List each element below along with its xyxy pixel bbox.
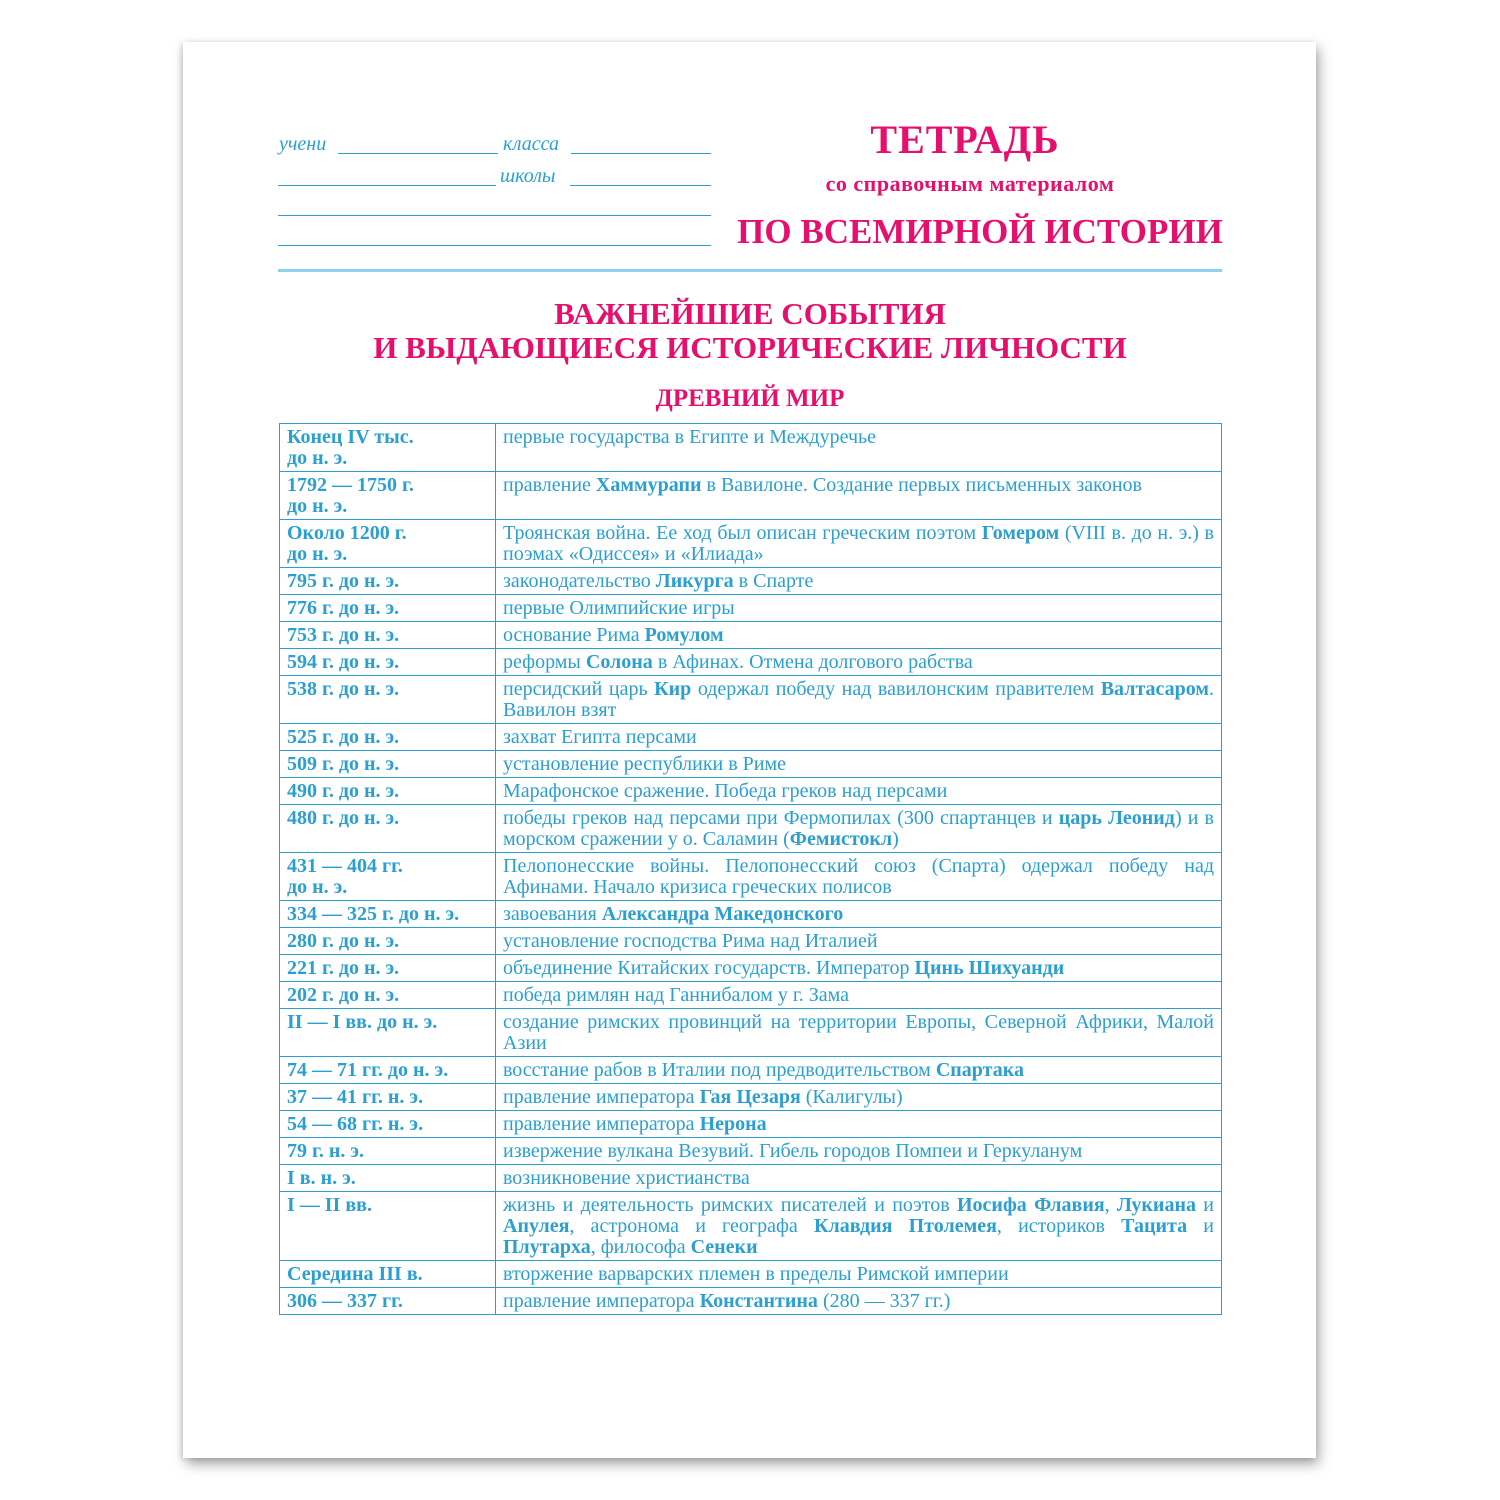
event-description	[496, 1192, 1222, 1261]
event-text: реформы	[503, 651, 586, 673]
table-row	[280, 1165, 1222, 1192]
event-description	[496, 1084, 1222, 1111]
event-description	[496, 1057, 1222, 1084]
person-name: Фемистокл	[789, 828, 893, 850]
event-text: Троянская война. Ее ход был описан греческим поэтом	[503, 522, 982, 544]
event-text: правление императора	[503, 1290, 700, 1312]
event-date	[280, 1009, 496, 1057]
event-text: и	[1187, 1215, 1214, 1237]
event-date	[280, 1165, 496, 1192]
event-description	[496, 1288, 1222, 1315]
event-date-line: 594 г. до н. э.	[287, 651, 400, 673]
person-name: Нерона	[699, 1113, 767, 1135]
event-text: законодательство	[503, 570, 656, 592]
person-name: Ликурга	[655, 570, 734, 592]
event-date-line: 753 г. до н. э.	[287, 624, 400, 646]
table-row	[280, 1261, 1222, 1288]
event-text: Пелопонесские войны. Пелопонесский союз (Спарта) одержал победу над Афинами. Начало кризиса греческих полисов	[503, 855, 1214, 898]
event-description	[496, 676, 1222, 724]
event-date-line: 431 — 404 гг.	[287, 855, 403, 877]
event-date	[280, 1084, 496, 1111]
event-description	[496, 1261, 1222, 1288]
table-row	[280, 520, 1222, 568]
cover-subtitle: со справочным материалом	[825, 171, 1115, 196]
event-description	[496, 1009, 1222, 1057]
event-date-line: до н. э.	[287, 543, 348, 565]
person-name: Плутарха	[503, 1236, 591, 1258]
event-description	[496, 1138, 1222, 1165]
event-date-line: Середина III в.	[287, 1263, 423, 1285]
cover-title: ТЕТРАДЬ	[870, 117, 1060, 162]
blank-line	[278, 185, 496, 186]
event-date	[280, 805, 496, 853]
event-text: ) и в морском сражении у о. Саламин (	[503, 807, 1215, 850]
event-date-line: 306 — 337 гг.	[287, 1290, 403, 1312]
event-description	[496, 1111, 1222, 1138]
event-description	[496, 424, 1222, 472]
event-description	[496, 805, 1222, 853]
event-text: Марафонское сражение. Победа греков над персами	[503, 780, 948, 802]
event-text: одержал победу над вавилонским правителем	[691, 678, 1101, 700]
event-text: правление императора	[503, 1113, 700, 1135]
event-date	[280, 472, 496, 520]
table-row	[280, 751, 1222, 778]
event-date-line: 795 г. до н. э.	[287, 570, 400, 592]
event-date-line: 202 г. до н. э.	[287, 984, 400, 1006]
person-name: Хаммурапи	[595, 474, 702, 496]
table-row	[280, 928, 1222, 955]
table-row	[280, 1192, 1222, 1261]
table-row	[280, 955, 1222, 982]
person-name: Клавдия Птолемея	[813, 1215, 997, 1237]
event-date-line: 1792 — 1750 г.	[287, 474, 414, 496]
event-description	[496, 520, 1222, 568]
table-row	[280, 424, 1222, 472]
event-text: объединение Китайских государств. Император	[503, 957, 915, 979]
event-date	[280, 568, 496, 595]
person-name: Лукиана	[1117, 1194, 1196, 1216]
event-date	[280, 676, 496, 724]
person-name: царь Леонид	[1058, 807, 1175, 829]
student-name-line	[338, 153, 498, 154]
event-date	[280, 1261, 496, 1288]
school-label: школы	[500, 165, 556, 187]
person-name: Гая Цезаря	[699, 1086, 801, 1108]
class-line	[571, 153, 711, 154]
event-text: восстание рабов в Италии под предводительством	[503, 1059, 936, 1081]
event-date	[280, 1057, 496, 1084]
event-date-line: 490 г. до н. э.	[287, 780, 400, 802]
section-heading-line1: ВАЖНЕЙШИЕ СОБЫТИЯ	[554, 296, 946, 331]
event-description	[496, 649, 1222, 676]
event-text: в Афинах. Отмена долгового рабства	[652, 651, 973, 673]
event-description	[496, 568, 1222, 595]
event-text: ,	[1104, 1194, 1117, 1216]
event-date	[280, 955, 496, 982]
table-row	[280, 1138, 1222, 1165]
event-text: , историков	[996, 1215, 1122, 1237]
event-text: создание римских провинций на территории Европы, Северной Африки, Малой Азии	[503, 1011, 1214, 1054]
table-row	[280, 853, 1222, 901]
person-name: Гомером	[981, 522, 1060, 544]
person-name: Апулея	[503, 1215, 570, 1237]
event-date-line: 37 — 41 гг. н. э.	[287, 1086, 424, 1108]
event-date	[280, 622, 496, 649]
event-date	[280, 520, 496, 568]
event-date	[280, 595, 496, 622]
table-row	[280, 1084, 1222, 1111]
person-name: Александра Македонского	[601, 903, 844, 925]
person-name: Солона	[585, 651, 653, 673]
table-row	[280, 724, 1222, 751]
table-row	[280, 778, 1222, 805]
event-description	[496, 928, 1222, 955]
person-name: Иосифа Флавия	[957, 1194, 1105, 1216]
event-date	[280, 928, 496, 955]
event-date	[280, 982, 496, 1009]
event-date-line: до н. э.	[287, 495, 348, 517]
event-date-line: 74 — 71 гг. до н. э.	[287, 1059, 449, 1081]
event-date-line: Конец IV тыс.	[287, 426, 414, 448]
event-description	[496, 955, 1222, 982]
class-label: класса	[503, 133, 559, 155]
table-row	[280, 982, 1222, 1009]
event-date-line: 480 г. до н. э.	[287, 807, 400, 829]
event-date	[280, 724, 496, 751]
event-date	[280, 751, 496, 778]
blank-line	[278, 245, 711, 246]
blank-line	[278, 215, 711, 216]
event-text: победа римлян над Ганнибалом у г. Зама	[503, 984, 850, 1006]
event-description	[496, 1165, 1222, 1192]
event-date	[280, 1288, 496, 1315]
event-text: первые государства в Египте и Междуречье	[503, 426, 877, 448]
event-date	[280, 853, 496, 901]
table-row	[280, 1057, 1222, 1084]
event-description	[496, 622, 1222, 649]
event-text: установление господства Рима над Италией	[503, 930, 878, 952]
event-text: , философа	[590, 1236, 691, 1258]
event-text: установление республики в Риме	[503, 753, 787, 775]
table-row	[280, 622, 1222, 649]
table-row	[280, 805, 1222, 853]
divider-rule	[278, 269, 1222, 272]
event-description	[496, 901, 1222, 928]
table-row	[280, 1009, 1222, 1057]
person-name: Тацита	[1121, 1215, 1188, 1237]
table-row	[280, 568, 1222, 595]
event-date-line: 334 — 325 г. до н. э.	[287, 903, 460, 925]
event-date-line: 54 — 68 гг. н. э.	[287, 1113, 424, 1135]
event-text: , астронома и географа	[569, 1215, 814, 1237]
event-description	[496, 751, 1222, 778]
event-text: основание Рима	[503, 624, 645, 646]
person-name: Цинь Шихуанди	[914, 957, 1065, 979]
event-description	[496, 778, 1222, 805]
event-date	[280, 1192, 496, 1261]
event-date-line: до н. э.	[287, 447, 348, 469]
section-subheading: ДРЕВНИЙ МИР	[655, 385, 845, 412]
event-text: )	[892, 828, 899, 850]
cover-subject: ПО ВСЕМИРНОЙ ИСТОРИИ	[737, 212, 1223, 251]
event-text: извержение вулкана Везувий. Гибель городов Помпеи и Геркуланум	[503, 1140, 1083, 1162]
table-row	[280, 901, 1222, 928]
school-line	[570, 185, 711, 186]
event-date-line: I — II вв.	[287, 1194, 372, 1216]
event-date-line: 509 г. до н. э.	[287, 753, 400, 775]
event-description	[496, 982, 1222, 1009]
event-text: в Вавилоне. Создание первых письменных законов	[701, 474, 1142, 496]
person-name: Валтасаром	[1100, 678, 1209, 700]
event-date	[280, 424, 496, 472]
table-row	[280, 649, 1222, 676]
event-date-line: 525 г. до н. э.	[287, 726, 400, 748]
event-date-line: I в. н. э.	[287, 1167, 356, 1189]
event-date	[280, 901, 496, 928]
event-date	[280, 1138, 496, 1165]
student-label: учени	[279, 133, 327, 155]
event-text: персидский царь	[503, 678, 655, 700]
event-date-line: 776 г. до н. э.	[287, 597, 400, 619]
event-description	[496, 724, 1222, 751]
event-text: (Калигулы)	[800, 1086, 903, 1108]
table-row	[280, 1111, 1222, 1138]
event-date-line: до н. э.	[287, 876, 348, 898]
person-name: Спартака	[935, 1059, 1024, 1081]
table-row	[280, 676, 1222, 724]
event-date	[280, 649, 496, 676]
event-text: жизнь и деятельность римских писателей и поэтов	[503, 1194, 957, 1216]
event-text: завоевания	[503, 903, 602, 925]
event-text: победы греков над персами при Фермопилах (300 спартанцев и	[503, 807, 1059, 829]
event-text: вторжение варварских племен в пределы Римской империи	[503, 1263, 1009, 1285]
person-name: Ромулом	[644, 624, 724, 646]
event-text: (VIII в. до н. э.) в поэмах «Одиссея» и «Илиада»	[503, 522, 1214, 565]
event-text: возникновение христианства	[503, 1167, 750, 1189]
event-text: в Спарте	[733, 570, 814, 592]
event-text: и	[1195, 1194, 1215, 1216]
event-date-line: 79 г. н. э.	[287, 1140, 364, 1162]
event-date-line: II — I вв. до н. э.	[287, 1011, 438, 1033]
event-description	[496, 853, 1222, 901]
table-row	[280, 1288, 1222, 1315]
event-date-line: 221 г. до н. э.	[287, 957, 400, 979]
event-description	[496, 595, 1222, 622]
event-description	[496, 472, 1222, 520]
table-row	[280, 472, 1222, 520]
table-row	[280, 595, 1222, 622]
event-text: правление императора	[503, 1086, 700, 1108]
event-date-line: 538 г. до н. э.	[287, 678, 400, 700]
event-date	[280, 778, 496, 805]
event-text: . Вавилон взят	[503, 678, 1214, 721]
events-table	[279, 423, 1222, 1315]
event-date	[280, 1111, 496, 1138]
person-name: Кир	[654, 678, 692, 700]
event-date-line: 280 г. до н. э.	[287, 930, 400, 952]
event-text: первые Олимпийские игры	[503, 597, 735, 619]
event-text: правление	[503, 474, 596, 496]
section-heading-line2: И ВЫДАЮЩИЕСЯ ИСТОРИЧЕСКИЕ ЛИЧНОСТИ	[373, 330, 1127, 365]
person-name: Константина	[699, 1290, 818, 1312]
person-name: Сенеки	[690, 1236, 758, 1258]
event-text: захват Египта персами	[503, 726, 697, 748]
event-text: (280 — 337 гг.)	[817, 1290, 951, 1312]
event-date-line: Около 1200 г.	[287, 522, 407, 544]
